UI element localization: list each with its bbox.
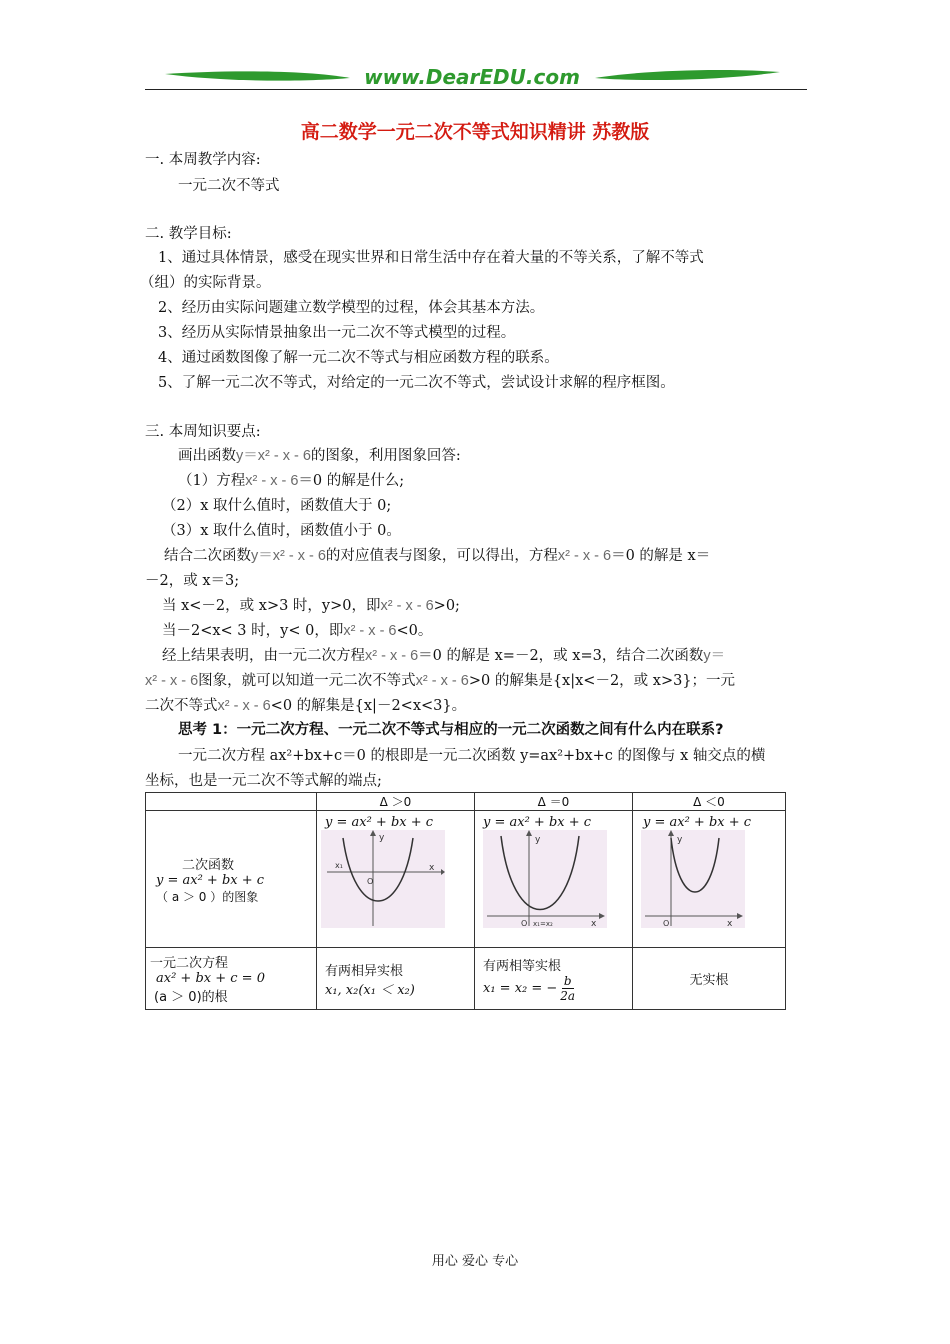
svg-text:y: y: [677, 835, 683, 845]
section-heading-2: 二. 教学目标:: [145, 226, 232, 242]
goal-item-1-cont: （组）的实际背景。: [140, 275, 271, 291]
graph-cell-no-roots: [633, 811, 786, 948]
graph-equal-roots: [483, 830, 607, 928]
svg-text:x₁: x₁: [335, 861, 343, 870]
graph-two-roots: [321, 830, 445, 928]
header-delta-positive: Δ ＞0: [317, 793, 475, 811]
label-roots: (a ＞ 0)的根: [154, 990, 228, 1005]
svg-text:x: x: [727, 919, 733, 928]
fraction-denominator: 2a: [560, 988, 576, 1003]
label-equation: ax² + bx + c = 0: [156, 971, 265, 986]
roots-equal-prefix: x₁ = x₂ = −: [483, 980, 558, 996]
table-corner: [146, 793, 317, 811]
svg-text:O: O: [521, 919, 528, 928]
graph-eq-3: y = ax² + bx + c: [643, 815, 752, 830]
graph-no-roots: [641, 830, 745, 928]
graph-cell-equal-roots: [475, 811, 633, 948]
roots-two-distinct-eq: x₁, x₂(x₁ ＜ x₂): [325, 982, 415, 998]
graph-eq-1: y = ax² + bx + c: [325, 815, 434, 830]
paragraph-6: 一元二次方程 ax²+bx+c＝0 的根即是一元二次函数 y=ax²+bx+c 的图像与 x 轴交点的横: [178, 748, 766, 764]
svg-text:y: y: [535, 835, 541, 845]
table-header-row: [146, 793, 786, 811]
paragraph-1: 画出函数y＝x² - x - 6的图象，利用图象回答:: [178, 448, 461, 464]
svg-text:x: x: [591, 919, 597, 928]
question-3: （3）x 取什么值时，函数值小于 0。: [162, 523, 401, 539]
row-label-graph: [146, 811, 317, 948]
label-a-positive: （ a ＞ 0 ）的图象: [156, 889, 259, 904]
paragraph-5-end: 二次不等式x² - x - 6<0 的解集是{x|－2<x<3}。: [145, 698, 467, 714]
graph-cell-two-roots: [317, 811, 475, 948]
page-title: 高二数学一元二次不等式知识精讲 苏教版: [300, 121, 650, 143]
roots-equal-fraction: [560, 974, 575, 1003]
roots-two-distinct-label: 有两相异实根: [325, 963, 404, 979]
label-quadratic-function: 二次函数: [182, 857, 235, 873]
label-quadratic-equation: 一元二次方程: [150, 956, 229, 971]
paragraph-5: 经上结果表明，由一元二次方程x² - x - 6＝0 的解是 x=－2，或 x=3，结合二次函数y＝: [162, 648, 726, 664]
table-row-roots: [146, 948, 786, 1010]
paragraph-2-cont: －2，或 x＝3;: [145, 573, 240, 589]
svg-text:O: O: [367, 877, 374, 886]
header-delta-zero: Δ ＝0: [475, 793, 633, 811]
goal-item-5: 5、了解一元二次不等式，对给定的一元二次不等式，尝试设计求解的程序框图。: [158, 375, 675, 391]
section-heading-3: 三. 本周知识要点:: [145, 424, 261, 440]
header-rule: [145, 89, 807, 90]
goal-item-4: 4、通过函数图像了解一元二次不等式与相应函数方程的联系。: [158, 350, 559, 366]
paragraph-6-cont: 坐标，也是一元二次不等式解的端点;: [145, 773, 382, 789]
row-label-roots: [146, 948, 317, 1010]
label-function-eq: y = ax² + bx + c: [156, 872, 265, 888]
svg-text:O: O: [663, 919, 670, 928]
paragraph-4: 当－2<x< 3 时，y< 0，即x² - x - 6<0。: [162, 623, 433, 639]
goal-item-3: 3、经历从实际情景抽象出一元二次不等式模型的过程。: [158, 325, 516, 341]
fraction-numerator: b: [563, 973, 572, 988]
section-heading-1: 一. 本周教学内容:: [145, 152, 261, 168]
roots-equal: [475, 948, 633, 1010]
roots-two-distinct: [317, 948, 475, 1010]
header-delta-negative: Δ ＜0: [633, 793, 786, 811]
logo-text: www.DearEDU.com: [364, 66, 580, 89]
table-row-graphs: [146, 811, 786, 948]
roots-equal-eq: [483, 974, 632, 1003]
graph-eq-2: y = ax² + bx + c: [483, 815, 592, 830]
goal-item-2: 2、经历由实际问题建立数学模型的过程，体会其基本方法。: [158, 300, 545, 316]
relationship-table: [145, 792, 786, 1010]
page-footer: 用心 爱心 专心: [431, 1254, 519, 1269]
svg-text:x: x: [429, 863, 435, 873]
paragraph-2: 结合二次函数y＝x² - x - 6的对应值表与图象，可以得出，方程x² - x - 6＝0 的解是 x＝: [164, 548, 711, 564]
svg-text:y: y: [379, 833, 385, 843]
question-2: （2）x 取什么值时，函数值大于 0;: [162, 498, 392, 514]
paragraph-3: 当 x<－2，或 x>3 时，y>0，即x² - x - 6>0;: [162, 598, 460, 614]
roots-equal-label: 有两相等实根: [483, 958, 562, 974]
roots-none: 无实根: [633, 948, 786, 1010]
question-1: （1）方程x² - x - 6＝0 的解是什么;: [178, 473, 405, 489]
svg-text:x₁=x₂: x₁=x₂: [533, 920, 553, 928]
goal-item-1: 1、通过具体情景，感受在现实世界和日常生活中存在着大量的不等关系，了解不等式: [158, 250, 704, 266]
paragraph-5-cont: x² - x - 6图象，就可以知道一元二次不等式x² - x - 6>0 的解集是{x|x<－2，或 x>3}；一元: [145, 673, 736, 689]
section-content-1: 一元二次不等式: [178, 178, 280, 194]
think-question-1: 思考 1：一元二次方程、一元二次不等式与相应的一元二次函数之间有什么内在联系?: [178, 722, 724, 738]
